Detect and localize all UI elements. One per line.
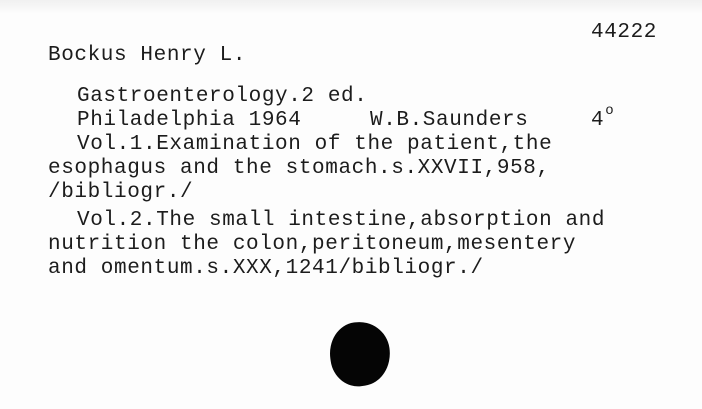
call-number: 44222	[591, 21, 658, 44]
vol2-line-2: nutrition the colon,peritoneum,mesentery	[48, 233, 577, 256]
title-line: Gastroenterology.2 ed.	[77, 85, 368, 108]
imprint-format	[591, 103, 615, 132]
imprint-place-year: Philadelphia 1964	[77, 109, 302, 132]
author-line: Bockus Henry L.	[48, 44, 247, 67]
vol2-line-3: and omentum.s.XXX,1241/bibliogr./	[48, 257, 484, 280]
vol1-line-2: esophagus and the stomach.s.XXVII,958,	[48, 157, 550, 180]
vol1-line-3: /bibliogr./	[48, 181, 194, 204]
punch-hole	[326, 318, 394, 390]
vol2-line-1: Vol.2.The small intestine,absorption and	[77, 209, 606, 232]
format-superscript: o	[605, 103, 615, 119]
imprint-publisher: W.B.Saunders	[370, 109, 529, 132]
format-number: 4	[591, 109, 605, 132]
vol1-line-1: Vol.1.Examination of the patient,the	[77, 133, 553, 156]
